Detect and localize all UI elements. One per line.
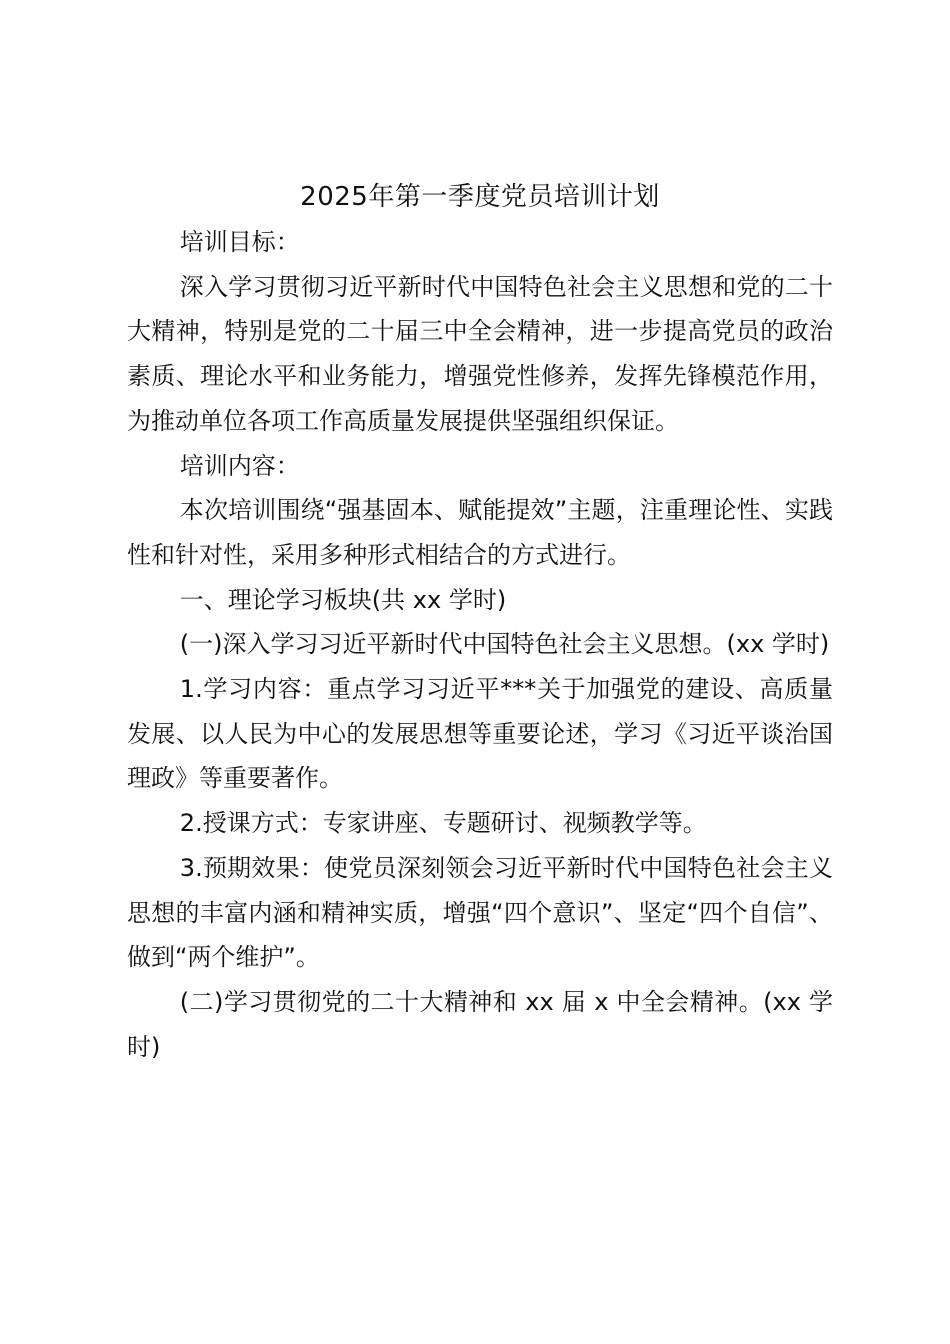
heading-training-goal: 培训目标： [179, 228, 300, 256]
document-page [127, 174, 833, 1069]
item-expected-effect: 3.预期效果：使党员深刻领会习近平新时代中国特色社会主义思想的丰富内涵和精神实质，增强“四个意识”、坚定“四个自信”、做到“两个维护”。 [127, 853, 833, 972]
paragraph-training-goal: 深入学习贯彻习近平新时代中国特色社会主义思想和党的二十大精神，特别是党的二十届三中全会精神，进一步提高党员的政治素质、理论水平和业务能力，增强党性修养，发挥先锋模范作用，为推动单位各项工作高质量发展提供坚强组织保证。 [127, 272, 833, 435]
paragraph-training-content: 本次培训围绕“强基固本、赋能提效”主题，注重理论性、实践性和针对性，采用多种形式相结合的方式进行。 [127, 496, 833, 569]
item-teaching-method: 2.授课方式：专家讲座、专题研讨、视频教学等。 [179, 809, 707, 838]
item-study-content: 1.学习内容：重点学习习近平***关于加强党的建设、高质量发展、以人民为中心的发展思想等重要论述，学习《习近平谈治国理政》等重要著作。 [127, 675, 833, 793]
subsection-heading-1: (一)深入学习习近平新时代中国特色社会主义思想。(xx 学时) [179, 630, 830, 659]
heading-training-content: 培训内容： [179, 451, 300, 480]
document-title: 2025年第一季度党员培训计划 [300, 182, 660, 212]
section-heading-theory: 一、理论学习板块(共 xx 学时) [179, 585, 507, 614]
subsection-heading-2: (二)学习贯彻党的二十大精神和 xx 届 x 中全会精神。(xx 学时) [127, 987, 833, 1061]
